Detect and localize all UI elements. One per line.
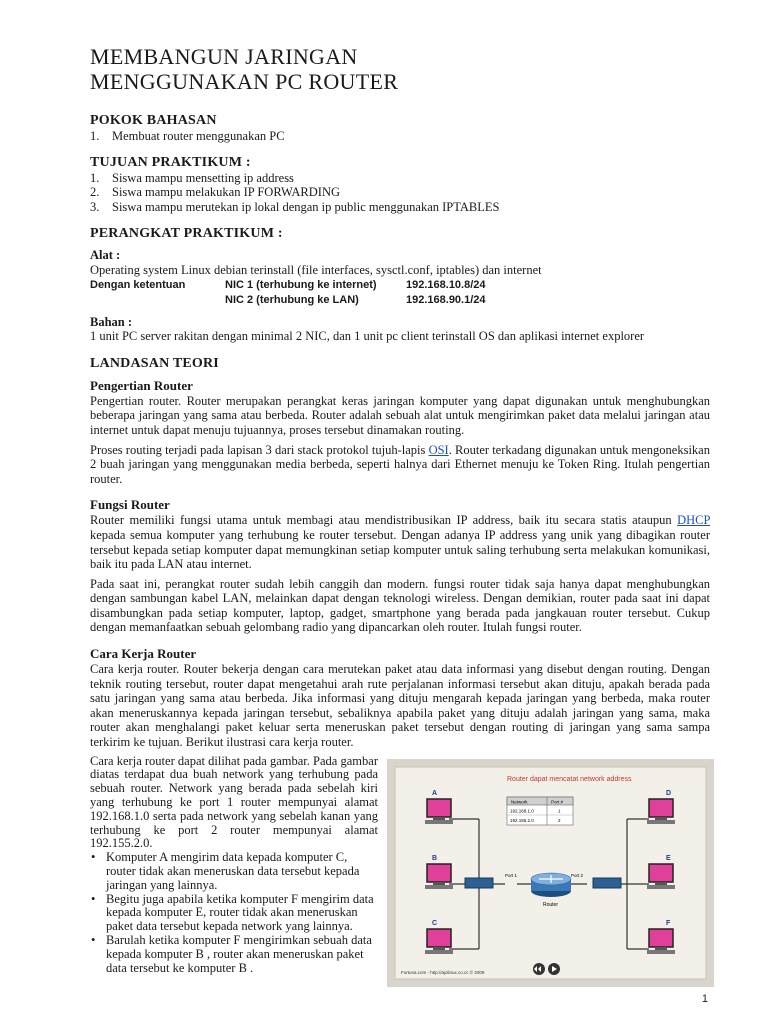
pengertian-paragraph-2: Proses routing terjadi pada lapisan 3 dari stack protokol tujuh-lapis OSI. Router terkadang digunakan untuk mengoneksikan 2 buah jaringan yang menggunakan media berbeda, seperti halnya dari Ethernet menuju ke Token Ring. Itulah pengertian router. [90, 442, 710, 486]
pengertian-heading: Pengertian Router [90, 377, 193, 393]
page-number: 1 [701, 993, 708, 1005]
diagram-caption: Router dapat mencatat network address [507, 776, 632, 783]
computer-c-icon [425, 929, 453, 954]
computer-d-icon [647, 799, 675, 824]
list-item: 1. Membuat router menggunakan PC [90, 129, 285, 143]
perangkat-heading: PERANGKAT PRAKTIKUM : [90, 226, 283, 242]
table-cell: 1 [558, 808, 561, 814]
table-cell: 192.168.1.0 [510, 808, 534, 814]
dhcp-link[interactable]: DHCP [677, 513, 710, 528]
hub-right-icon [593, 878, 621, 888]
pokok-list [90, 129, 710, 144]
router-diagram-svg [387, 759, 714, 987]
port2-label: Port 2 [571, 873, 584, 878]
label-f: F [666, 920, 671, 927]
cara-heading: Cara Kerja Router [90, 646, 197, 662]
port1-label: Port 1 [505, 873, 518, 878]
bahan-label: Bahan : [90, 314, 133, 329]
computer-a-icon [425, 799, 453, 824]
cara-left-column [90, 755, 378, 976]
cara-paragraph-1: Cara kerja router. Router bekerja dengan cara merutekan paket atau data informasi yang disebut dengan routing. Dengan teknik routing tersebut, router dapat mengetahui arah rute perjalanan informasi tersebut akan dituju, apakah berada pada satu jaringan yang sama atau berbeda. Jika informasi yang dituju mengarah kepada jaringan yang berbeda, maka router akan meneruskannya kepada jaringan tersebut, sebaliknya apabila paket yang dituju adalah jaringan yang sama, maka router akan menghalangi paket keluar serta meneruskan paket tersebut dengan routing di jaringan yang sama sampa terkirim ke tujuan. Berikut ilustrasi cara kerja router. [90, 662, 710, 750]
routing-table [507, 797, 573, 825]
computer-e-icon [647, 864, 675, 889]
label-b: B [432, 855, 438, 862]
table-cell: 2 [558, 818, 561, 823]
title-line-1: MEMBANGUN JARINGAN [90, 44, 358, 69]
list-item: • Begitu juga apabila ketika komputer F mengirim data kepada komputer E, router tidak akan meneruskan paket data tersebut kepada network yang lainnya. [91, 891, 374, 934]
diagram-footer: Fortuna.com - http://ajolinux.co.cc © 2009 [401, 970, 485, 975]
computer-f-icon [647, 929, 675, 954]
cara-paragraph-2: Cara kerja router dapat dilihat pada gambar. Pada gambar diatas terdapat dua buah network yang terhubung pada sebuah router. Network yang berada pada sebelah kiri yang terhubung ke port 1 router mempunyai alamat 192.168.1.0 serta pada network yang sebelah kanan yang terhubung ke port 2 router mempunyai alamat 192.155.2.0. [90, 753, 378, 851]
table-header-network: Network [511, 799, 528, 805]
table-header-port: Port # [551, 799, 564, 805]
title-line-2: MENGGUNAKAN PC ROUTER [90, 69, 399, 94]
list-item: 2. Siswa mampu melakukan IP FORWARDING [90, 185, 340, 200]
router-icon [531, 873, 571, 897]
label-d: D [666, 790, 672, 797]
osi-link[interactable]: OSI [428, 442, 449, 457]
nic2-row: NIC 2 (terhubung ke LAN) 192.168.90.1/24 [225, 293, 486, 306]
landasan-heading: LANDASAN TEORI [90, 355, 219, 371]
bahan-text: 1 unit PC server rakitan dengan minimal 2 NIC, dan 1 unit pc client terinstall OS dan aplikasi internet explorer [90, 329, 645, 344]
router-label: Router [543, 902, 559, 908]
computer-b-icon [425, 864, 453, 889]
document-title [90, 44, 710, 94]
list-item: • Komputer A mengirim data kepada komputer C, router tidak akan meneruskan data tersebut kepada jaringan yang lainnya. [91, 850, 360, 892]
pengertian-paragraph-1: Pengertian router. Router merupakan perangkat keras jaringan komputer yang dapat digunakan untuk menghubungkan beberapa jaringan yang sama atau berbeda. Router adalah sebuah alat untuk mengirimkan paket data melalui jaringan atau internet untuk dapat menuju tujuannya, proses tersebut dinamakan routing. [90, 393, 710, 437]
label-e: E [666, 855, 671, 862]
alat-label: Alat : [90, 248, 121, 263]
list-item: 1. Siswa mampu mensetting ip address [90, 170, 294, 185]
cara-bullets [90, 851, 378, 975]
label-a: A [432, 790, 438, 797]
nic1-row: Dengan ketentuan NIC 1 (terhubung ke internet) 192.168.10.8/24 [90, 278, 486, 291]
list-item: • Barulah ketika komputer F mengirimkan sebuah data kepada komputer B , router akan meneruskan paket data tersebut ke komputer B . [91, 932, 372, 975]
fungsi-heading: Fungsi Router [90, 497, 170, 513]
router-diagram [387, 759, 714, 987]
pokok-heading: POKOK BAHASAN [90, 113, 217, 128]
alat-text: Operating system Linux debian terinstall (file interfaces, sysctl.conf, iptables) dan internet [90, 262, 542, 277]
tujuan-list [90, 171, 710, 215]
table-cell: 192.155.2.0 [510, 818, 534, 823]
label-c: C [432, 920, 438, 927]
hub-left-icon [465, 878, 493, 888]
tujuan-heading: TUJUAN PRAKTIKUM : [90, 154, 251, 170]
list-item: 3. Siswa mampu merutekan ip lokal dengan ip public menggunakan IPTABLES [90, 199, 500, 214]
fungsi-paragraph-2: Pada saat ini, perangkat router sudah lebih canggih dan modern. fungsi router tidak saja hanya dapat menghubungkan dengan sambungan kabel LAN, melainkan dapat dengan teknologi wireless. Dengan demikian, router pada saat ini dapat disambungkan pada setiap komputer, laptop, gadget, smartphone yang berada pada jangkauan router tersebut. Cukup dengan memanfaatkan sebuah gelombang radio yang dipancarkan oleh router. Itulah fungsi router. [90, 576, 710, 635]
fungsi-paragraph-1: Router memiliki fungsi utama untuk membagi atau mendistribusikan IP address, baik itu secara statis ataupun DHCP kepada semua komputer yang terhubung ke router tersebut. Dengan adanya IP address yang unik yang dibagikan router tersebut kepada setiap komputer dapat memungkinan setiap komputer untuk saling terhubung serta melakukan komunikasi, baik itu pada LAN atau internet. [90, 513, 710, 572]
